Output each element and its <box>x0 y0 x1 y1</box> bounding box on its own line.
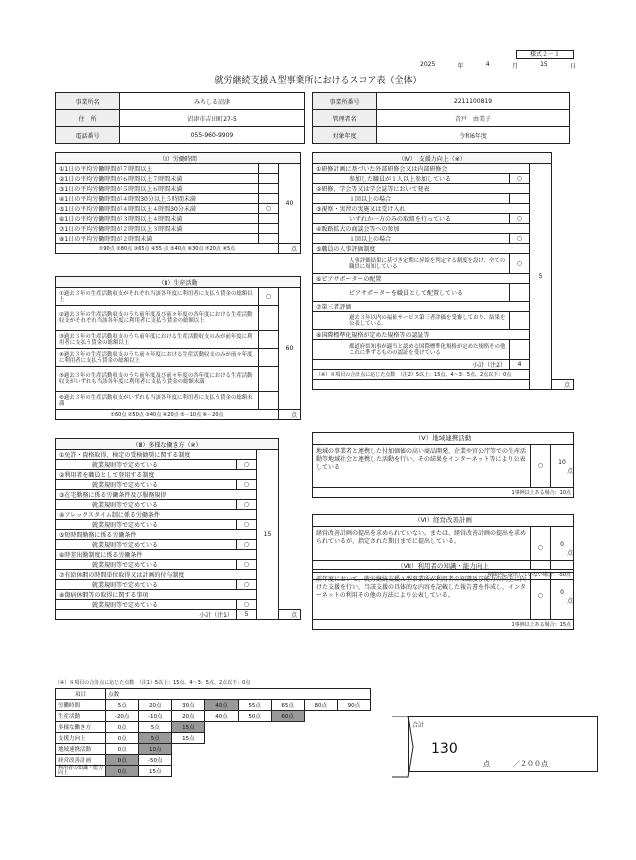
manager-label: 管理者名 <box>313 110 377 127</box>
check-mark: ○ <box>237 480 257 490</box>
points-cell <box>238 722 271 733</box>
points-row-label: 経営改善計画 <box>56 755 106 766</box>
points-cell: 0点 <box>106 722 139 733</box>
subtotal-label: 小計（注1） <box>56 610 237 620</box>
points-cell <box>337 722 370 733</box>
section-text: 地域の事業者と連携した付加価値の高い商品開発、企業や官公庁等での生産活動等地域社会と連携した活動を行い、その結果をインターネット等により公表している <box>313 445 531 487</box>
check-mark: ○ <box>259 288 279 306</box>
section-score <box>551 573 573 619</box>
page-title: 就労継続支援Ａ型事業所におけるスコア表（全体） <box>214 76 422 86</box>
points-header-item: 項目 <box>56 689 106 700</box>
points-cell <box>304 755 337 766</box>
item-detail: ピアサポーターを職員として配置している <box>313 284 510 302</box>
section-score: 60 <box>279 288 301 410</box>
check-mark: ○ <box>510 174 530 184</box>
date-day-label: 日 <box>569 63 576 70</box>
points-cell: 0点 <box>106 733 139 744</box>
points-cell <box>205 744 238 755</box>
section-production <box>55 276 301 420</box>
points-cell <box>337 766 370 777</box>
points-cell: 0点 <box>106 755 139 766</box>
section-note: 期限内に提出していない場合：-50点 <box>313 569 573 579</box>
address: 沼津市吉田町27-5 <box>120 110 305 127</box>
check-mark: ○ <box>237 600 257 610</box>
item-heading: ②利用者を職員として登用する制度 <box>56 470 257 480</box>
points-cell <box>271 755 304 766</box>
item-detail: いずれか一方のみの取組を行っている <box>313 214 510 224</box>
points-cell: 20点 <box>172 711 205 722</box>
points-cell <box>337 733 370 744</box>
points-cell: -50点 <box>139 755 172 766</box>
check-mark: ○ <box>237 460 257 470</box>
points-cell: 5点 <box>139 733 172 744</box>
document-date <box>420 61 576 70</box>
points-cell <box>205 722 238 733</box>
target-year: 令和6年度 <box>377 127 570 144</box>
option-row: ①1日の平均労働時間が７時間以上 <box>56 164 259 174</box>
section-title: （Ⅰ）労働時間 <box>56 153 301 164</box>
header-right <box>312 92 570 144</box>
points-cell <box>238 755 271 766</box>
check-mark: ○ <box>237 580 257 590</box>
check-mark: ○ <box>510 214 530 224</box>
phone: 055-960-9909 <box>120 127 305 144</box>
option-row: ④過去３年の生産活動収支のうち前々年度における生産活動収支のみが前々年度に利用者に支払う賃金の総額以上 <box>56 349 259 367</box>
points-cell <box>172 766 205 777</box>
points-cell: 10点 <box>139 744 172 755</box>
score-value: 40 <box>285 200 294 207</box>
section-title: （Ⅶ）利用者の知識・能力向上 <box>313 561 573 573</box>
section-note: 1事例以上ある場合：10点 <box>313 487 573 497</box>
manager: 青戸 由美子 <box>377 110 570 127</box>
option-row: ②1日の平均労働時間が６時間以上７時間未満 <box>56 174 259 184</box>
points-cell: -10点 <box>139 711 172 722</box>
date-year: 2025 <box>420 61 436 68</box>
date-day: 15 <box>540 61 548 68</box>
points-cell: 0点 <box>106 744 139 755</box>
points-cell <box>271 733 304 744</box>
points-cell: 40点 <box>205 700 238 711</box>
option-row: ⑥過去３年の生産活動収支がいずれも当該各年度に利用者に支払う賃金の総額未満 <box>56 392 259 410</box>
section-title: （Ⅴ）地域連携活動 <box>313 433 573 445</box>
header-left <box>55 92 305 144</box>
item-detail: 就業規則等で定めている <box>56 540 237 550</box>
item-heading: ③在宅勤務に係る労働条件及び服務規律 <box>56 490 257 500</box>
points-cell <box>238 733 271 744</box>
section-labor-hours <box>55 152 301 254</box>
address-label: 住 所 <box>56 110 120 127</box>
points-unit: 点 <box>279 410 301 420</box>
check-mark: ○ <box>531 445 551 487</box>
subtotal-label: 小計（注2） <box>313 360 510 370</box>
score-value: 10 <box>558 459 566 466</box>
points-cell: 65点 <box>271 700 304 711</box>
points-rows <box>56 700 371 777</box>
points-row-label: 生産活動 <box>56 711 106 722</box>
section-score: 5 <box>530 164 552 390</box>
option-row: ⑧1日の平均労働時間が２時間未満 <box>56 234 259 244</box>
score-scale: ①60点 ②50点 ③40点 ④20点 ⑤－10点 ⑥－20点 <box>56 410 279 420</box>
check-mark: ○ <box>237 540 257 550</box>
item-detail: 就業規則等で定めている <box>56 460 237 470</box>
option-row: ⑤1日の平均労働時間が４時間以上４時間30分未満 <box>56 204 259 214</box>
item-detail: 人事評価結果に基づき定期に昇給を判定する制度を設け、全ての職員に周知している <box>313 254 510 274</box>
check-mark: ○ <box>237 560 257 570</box>
points-cell <box>238 766 271 777</box>
points-cell <box>271 744 304 755</box>
arrow-shape <box>392 716 414 778</box>
item-heading: ①免許・資格取得、検定の受検勧奨に関する制度 <box>56 450 257 460</box>
section-text: 前年度において、就労継続支援Ａ型事業所が利用者の知識及び能力の向上に向けた支援を行い、当該支援の具体的な内容を記載した報告書を作成し、インターネットの利用その他の方法により公表している。 <box>313 573 531 619</box>
item-heading: ②研修、学会等又は学会誌等において発表 <box>313 184 530 194</box>
points-cell: 30点 <box>172 700 205 711</box>
points-cell <box>304 711 337 722</box>
section-title: （Ⅵ）経営改善計画 <box>313 515 573 527</box>
score-value: 0 <box>560 589 564 596</box>
points-unit: 点 <box>566 598 573 605</box>
option-row: ⑥1日の平均労働時間が３時間以上４時間未満 <box>56 214 259 224</box>
date-year-label: 年 <box>457 63 464 70</box>
points-table <box>55 688 371 777</box>
item-detail: 就業規則等で定めている <box>56 500 237 510</box>
check-mark: ○ <box>531 527 551 569</box>
item-detail: 都道府県知事が適当と認める国際標準化規格が定めた規格その他これに準ずるものの認証を受けている <box>313 340 510 360</box>
subtotal-value: 4 <box>510 360 530 370</box>
item-heading: ③視察・実習の実施又は受け入れ <box>313 204 530 214</box>
check-mark: ○ <box>510 254 530 274</box>
points-cell <box>304 722 337 733</box>
points-cell: 55点 <box>238 700 271 711</box>
section-note: （※）８項目の合計点に応じた点数 （注1）5以上：15点、4～3：5点、2点以下：0点 <box>55 680 251 686</box>
item-heading: ⑧傷病休暇等の取得に関する事項 <box>56 590 257 600</box>
office-no: 2211100819 <box>377 93 570 110</box>
points-row <box>56 722 371 733</box>
points-cell <box>304 733 337 744</box>
item-detail: 就業規則等で定めている <box>56 560 237 570</box>
points-cell <box>304 766 337 777</box>
points-cell: 5点 <box>106 700 139 711</box>
section-text: 経営改善計画の提出を求められていない。または、経営改善計画の提出を求められているが、指定された期日までに提出している。 <box>313 527 531 569</box>
office-name-label: 事業所名 <box>56 93 120 110</box>
points-cell: -20点 <box>106 711 139 722</box>
total-unit: 点 <box>483 760 490 768</box>
form-number: 様式２－１ <box>516 50 574 59</box>
office-name: みちしる沼津 <box>120 93 305 110</box>
points-cell <box>172 744 205 755</box>
subtotal-value: 5 <box>237 610 257 620</box>
points-cell: 15点 <box>139 766 172 777</box>
item-heading: ⑤職員の人事評価制度 <box>313 244 530 254</box>
points-row-label: 多様な働き方 <box>56 722 106 733</box>
check-mark: ○ <box>237 520 257 530</box>
points-row <box>56 711 371 722</box>
points-cell <box>304 744 337 755</box>
check-mark <box>510 194 530 204</box>
points-cell: 20点 <box>139 700 172 711</box>
points-row <box>56 744 371 755</box>
points-unit: 点 <box>279 610 301 620</box>
section-community <box>312 432 574 498</box>
option-row: ④1日の平均労働時間が４時間30分以上５時間未満 <box>56 194 259 204</box>
points-unit: 点 <box>566 550 573 557</box>
points-row-label: 支援力向上 <box>56 733 106 744</box>
check-mark <box>510 312 530 330</box>
item-detail: 就業規則等で定めている <box>56 480 237 490</box>
total-value: 130 <box>431 741 458 757</box>
section-note: 1事例以上ある場合：15点 <box>313 619 573 629</box>
total-box <box>408 716 598 772</box>
points-cell <box>271 766 304 777</box>
points-cell <box>205 733 238 744</box>
item-heading: ①研修計画に基づいた外部研修会又は内部研修会 <box>313 164 530 174</box>
points-row-label: 労働時間 <box>56 700 106 711</box>
item-heading: ④販路拡大の商談会等への参加 <box>313 224 530 234</box>
points-cell <box>337 744 370 755</box>
points-cell <box>337 755 370 766</box>
points-row <box>56 755 371 766</box>
points-row-label: 地域連携活動 <box>56 744 106 755</box>
points-cell: 15点 <box>172 722 205 733</box>
section-diverse-work <box>55 438 301 620</box>
points-cell: 15点 <box>172 733 205 744</box>
section-user-skills <box>312 560 574 630</box>
points-cell: 50点 <box>238 711 271 722</box>
points-cell: 40点 <box>205 711 238 722</box>
points-unit: 点 <box>552 380 574 390</box>
points-cell: 90点 <box>337 700 370 711</box>
check-mark <box>510 340 530 360</box>
option-row: ⑦1日の平均労働時間が２時間以上３時間未満 <box>56 224 259 234</box>
item-heading: ⑥ピアサポーターの配置 <box>313 274 530 284</box>
points-unit: 点 <box>279 244 301 254</box>
section-score <box>279 164 301 244</box>
total-max: ／２００点 <box>513 760 548 768</box>
score-value: 0 <box>560 541 564 548</box>
item-heading: ⑤短時間勤務に係る労働条件 <box>56 530 257 540</box>
points-cell <box>337 711 370 722</box>
points-cell: 80点 <box>304 700 337 711</box>
item-detail: １回以上の場合 <box>313 234 510 244</box>
points-cell: 60点 <box>271 711 304 722</box>
date-month-label: 月 <box>511 63 518 70</box>
office-no-label: 事業所番号 <box>313 93 377 110</box>
date-month: 4 <box>485 61 490 68</box>
section-note: （※）８項目の合計点に応じた点数 （注2）5以上：15点、4～3：5点、2点以下：0点 <box>313 370 530 380</box>
check-mark <box>510 284 530 302</box>
option-row: ⑤過去３年の生産活動収支のうち前年度及び前々年度の各年度における生産活動収支がいずれも当該各年度に利用者に支払う賃金の総額未満 <box>56 367 259 392</box>
phone-label: 電話番号 <box>56 127 120 144</box>
section-title: （Ⅲ）多様な働き方（※） <box>56 439 279 450</box>
item-detail: 就業規則等で定めている <box>56 580 237 590</box>
section-score <box>551 445 573 487</box>
points-header-points: 点数 <box>106 689 371 700</box>
item-detail: 就業規則等で定めている <box>56 600 237 610</box>
check-mark: ○ <box>237 500 257 510</box>
item-heading: ⑥時差出勤制度に係る労働条件 <box>56 550 257 560</box>
points-cell <box>205 766 238 777</box>
item-detail: 過去３年以内の福祉サービス第三者評価を受審しており、結果を公表している。 <box>313 312 510 330</box>
section-support-capacity <box>312 152 574 390</box>
item-heading: ⑦第三者評価 <box>313 302 530 312</box>
check-mark: ○ <box>510 234 530 244</box>
points-cell <box>271 722 304 733</box>
section-title: （Ⅱ）生産活動 <box>56 277 301 288</box>
points-cell: 5点 <box>139 722 172 733</box>
year-label: 対象年度 <box>313 127 377 144</box>
option-row: ③1日の平均労働時間が５時間以上６時間未満 <box>56 184 259 194</box>
item-detail: 参加した職員が１人以上参加している <box>313 174 510 184</box>
option-row: ①過去３年の生産活動収支がそれぞれ当該各年度に利用者に支払う賃金の総額以上 <box>56 288 259 306</box>
score-scale: ①90点 ②80点 ③65点 ④55 点 ⑤40点 ⑥30点 ⑦20点 ⑧5点 <box>56 244 279 254</box>
item-detail: 就業規則等で定めている <box>56 520 237 530</box>
points-cell <box>172 755 205 766</box>
points-unit: 点 <box>566 468 573 475</box>
points-cell: 0点 <box>106 766 139 777</box>
item-heading: ④フレックスタイム制に係る労働条件 <box>56 510 257 520</box>
points-row <box>56 700 371 711</box>
item-detail: １回以上の場合 <box>313 194 510 204</box>
points-cell <box>205 755 238 766</box>
option-row: ③過去３年の生産活動収支のうち前年度における生産活動収支のみが前年度に利用者に支払う賃金の総額以上 <box>56 331 259 349</box>
item-heading: ⑦有給休暇の時間単位取得又は計画的付与制度 <box>56 570 257 580</box>
check-mark: ○ <box>259 204 279 214</box>
item-heading: ⑧国際標準化規格が定めた規格等の認証等 <box>313 330 530 340</box>
section-title: （Ⅳ） 支援力向上（※） <box>313 153 552 164</box>
points-row <box>56 733 371 744</box>
points-cell <box>238 744 271 755</box>
total-label: 合計 <box>412 722 425 729</box>
option-row: ②過去３年の生産活動収支のうち前年度及び前々年度の各年度における生産活動収支がそれぞれ当該各年度に利用者に支払う賃金の総額以上 <box>56 306 259 331</box>
points-row <box>56 766 371 777</box>
points-row-label: 利用者の知識・能力向上 <box>56 766 106 777</box>
check-mark: ○ <box>531 573 551 619</box>
section-score: 15 <box>257 450 279 620</box>
